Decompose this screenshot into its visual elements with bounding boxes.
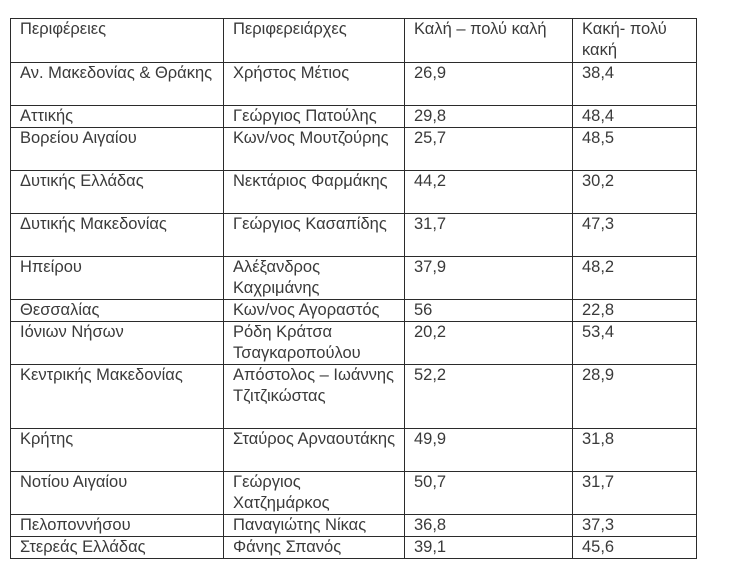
good-rating-cell: 29,8 [405, 106, 573, 128]
region-cell: Αττικής [11, 106, 224, 128]
good-rating-cell: 44,2 [405, 171, 573, 214]
good-rating-cell: 25,7 [405, 128, 573, 171]
region-cell: Βορείου Αιγαίου [11, 128, 224, 171]
table-row [11, 106, 697, 128]
header-governor: Περιφερειάρχες [224, 19, 405, 63]
good-rating-cell: 56 [405, 300, 573, 322]
governor-cell: Γεώργιος Πατούλης [224, 106, 405, 128]
bad-rating-cell: 45,6 [573, 537, 697, 559]
table-row [11, 537, 697, 559]
good-rating-cell: 36,8 [405, 515, 573, 537]
bad-rating-cell: 22,8 [573, 300, 697, 322]
table-row [11, 257, 697, 300]
region-cell: Δυτικής Μακεδονίας [11, 214, 224, 257]
table-row [11, 63, 697, 106]
region-cell: Πελοποννήσου [11, 515, 224, 537]
region-cell: Κεντρικής Μακεδονίας [11, 365, 224, 429]
header-good-very-good: Καλή – πολύ καλή [405, 19, 573, 63]
bad-rating-cell: 31,7 [573, 472, 697, 515]
governor-cell: Γεώργιος Χατζημάρκος [224, 472, 405, 515]
bad-rating-cell: 53,4 [573, 322, 697, 365]
bad-rating-cell: 48,4 [573, 106, 697, 128]
bad-rating-cell: 48,2 [573, 257, 697, 300]
bad-rating-cell: 47,3 [573, 214, 697, 257]
header-row [11, 19, 697, 63]
region-cell: Κρήτης [11, 429, 224, 472]
governor-cell: Παναγιώτης Νίκας [224, 515, 405, 537]
region-cell: Θεσσαλίας [11, 300, 224, 322]
governor-cell: Αλέξανδρος Καχριμάνης [224, 257, 405, 300]
governor-cell: Κων/νος Μουτζούρης [224, 128, 405, 171]
region-cell: Ιόνιων Νήσων [11, 322, 224, 365]
good-rating-cell: 52,2 [405, 365, 573, 429]
table-row [11, 128, 697, 171]
good-rating-cell: 50,7 [405, 472, 573, 515]
region-cell: Δυτικής Ελλάδας [11, 171, 224, 214]
table-row [11, 300, 697, 322]
governor-cell: Χρήστος Μέτιος [224, 63, 405, 106]
ratings-table [10, 18, 697, 559]
table-row [11, 429, 697, 472]
bad-rating-cell: 28,9 [573, 365, 697, 429]
good-rating-cell: 37,9 [405, 257, 573, 300]
governor-cell: Σταύρος Αρναουτάκης [224, 429, 405, 472]
region-cell: Στερεάς Ελλάδας [11, 537, 224, 559]
governor-cell: Γεώργιος Κασαπίδης [224, 214, 405, 257]
header-bad-very-bad: Κακή- πολύ κακή [573, 19, 697, 63]
table-row [11, 365, 697, 429]
good-rating-cell: 39,1 [405, 537, 573, 559]
good-rating-cell: 49,9 [405, 429, 573, 472]
governor-cell: Απόστολος – Ιωάννης Τζιτζικώστας [224, 365, 405, 429]
region-cell: Αν. Μακεδονίας & Θράκης [11, 63, 224, 106]
governor-cell: Ρόδη Κράτσα Τσαγκαροπούλου [224, 322, 405, 365]
governor-cell: Κων/νος Αγοραστός [224, 300, 405, 322]
governor-cell: Νεκτάριος Φαρμάκης [224, 171, 405, 214]
header-region: Περιφέρειες [11, 19, 224, 63]
table-row [11, 472, 697, 515]
good-rating-cell: 31,7 [405, 214, 573, 257]
region-cell: Νοτίου Αιγαίου [11, 472, 224, 515]
governor-cell: Φάνης Σπανός [224, 537, 405, 559]
table-row [11, 322, 697, 365]
good-rating-cell: 26,9 [405, 63, 573, 106]
table-row [11, 214, 697, 257]
table-row [11, 171, 697, 214]
bad-rating-cell: 48,5 [573, 128, 697, 171]
bad-rating-cell: 30,2 [573, 171, 697, 214]
bad-rating-cell: 37,3 [573, 515, 697, 537]
good-rating-cell: 20,2 [405, 322, 573, 365]
region-cell: Ηπείρου [11, 257, 224, 300]
bad-rating-cell: 31,8 [573, 429, 697, 472]
table-row [11, 515, 697, 537]
bad-rating-cell: 38,4 [573, 63, 697, 106]
